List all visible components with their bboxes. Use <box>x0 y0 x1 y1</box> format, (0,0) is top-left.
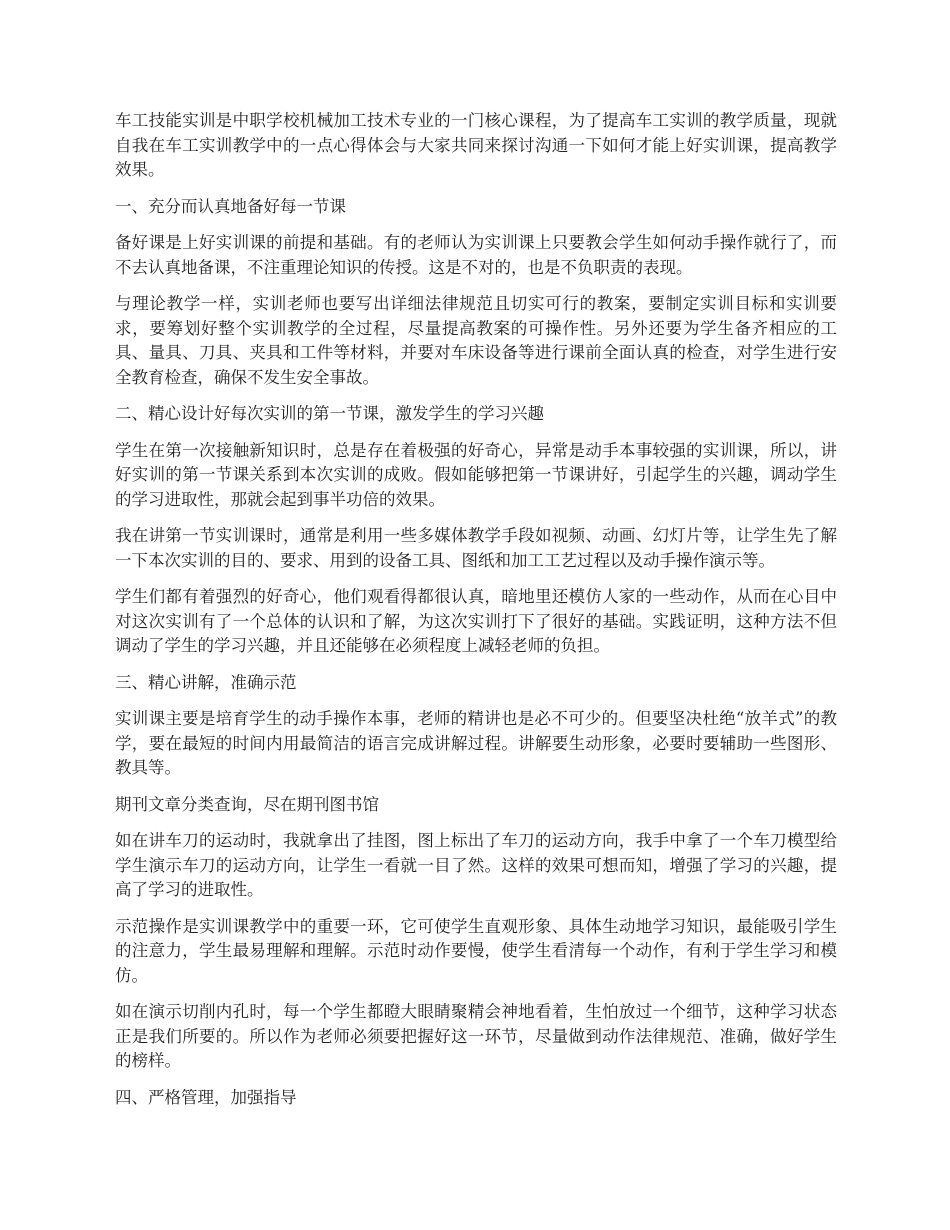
section-heading-2: 二、精心设计好每次实训的第一节课，激发学生的学习兴趣 <box>115 404 544 423</box>
paragraph: 如在讲车刀的运动时，我就拿出了挂图，图上标出了车刀的运动方向，我手中拿了一个车刀模型给学生演示车刀的运动方向，让学生一看就一目了然。这样的效果可想而知，增强了学习的兴趣，提高了学习的进取性。 <box>115 831 837 899</box>
section-heading-1: 一、充分而认真地备好每一节课 <box>115 196 346 216</box>
section-heading-3: 三、精心讲解，准确示范 <box>115 672 297 692</box>
intro-paragraph: 车工技能实训是中职学校机械加工技术专业的一门核心课程，为了提高车工实训的教学质量，现就自我在车工实训教学中的一点心得体会与大家共同来探讨沟通一下如何才能上好实训课，提高教学效果。 <box>115 111 837 179</box>
paragraph: 实训课主要是培育学生的动手操作本事，老师的精讲也是必不可少的。但要坚决杜绝“放羊式”的教学，要在最短的时间内用最简洁的语言完成讲解过程。讲解要生动形象，必要时要辅助一些图形、教具等。 <box>115 709 837 777</box>
paragraph: 与理论教学一样，实训老师也要写出详细法律规范且切实可行的教案，要制定实训目标和实训要求，要筹划好整个实训教学的全过程，尽量提高教案的可操作性。另外还要为学生备齐相应的工具、量具、刀具、夹具和工件等材料，并要对车床设备等进行课前全面认真的检查，对学生进行安全教育检查，确保不发生安全事故。 <box>115 294 837 387</box>
paragraph: 示范操作是实训课教学中的重要一环，它可使学生直观形象、具体生动地学习知识，最能吸引学生的注意力，学生最易理解和理解。示范时动作要慢，使学生看清每一个动作，有利于学生学习和模仿。 <box>115 916 837 985</box>
paragraph: 如在演示切削内孔时，每一个学生都瞪大眼睛聚精会神地看着，生怕放过一个细节，这种学习状态正是我们所要的。所以作为老师必须要把握好这一环节，尽量做到动作法律规范、准确，做好学生的榜样。 <box>115 1002 837 1070</box>
section-heading-4: 四、严格管理，加强指导 <box>115 1087 297 1107</box>
paragraph: 备好课是上好实训课的前提和基础。有的老师认为实训课上只要教会学生如何动手操作就行了，而不去认真地备课，不注重理论知识的传授。这是不对的，也是不负职责的表现。 <box>115 233 837 277</box>
paragraph: 学生在第一次接触新知识时，总是存在着极强的好奇心，异常是动手本事较强的实训课，所以，讲好实训的第一节课关系到本次实训的成败。假如能够把第一节课讲好，引起学生的兴趣，调动学生的学习进取性，那就会起到事半功倍的效果。 <box>115 440 837 509</box>
journal-note: 期刊文章分类查询，尽在期刊图书馆 <box>115 794 379 814</box>
document-body <box>115 109 837 1122</box>
paragraph: 我在讲第一节实训课时，通常是利用一些多媒体教学手段如视频、动画、幻灯片等，让学生先了解一下本次实训的目的、要求、用到的设备工具、图纸和加工工艺过程以及动手操作演示等。 <box>115 526 837 570</box>
paragraph: 学生们都有着强烈的好奇心，他们观看得都很认真，暗地里还模仿人家的一些动作，从而在心目中对这次实训有了一个总体的认识和了解，为这次实训打下了很好的基础。实践证明，这种方法不但调动了学生的学习兴趣，并且还能够在必须程度上减轻老师的负担。 <box>115 587 837 655</box>
